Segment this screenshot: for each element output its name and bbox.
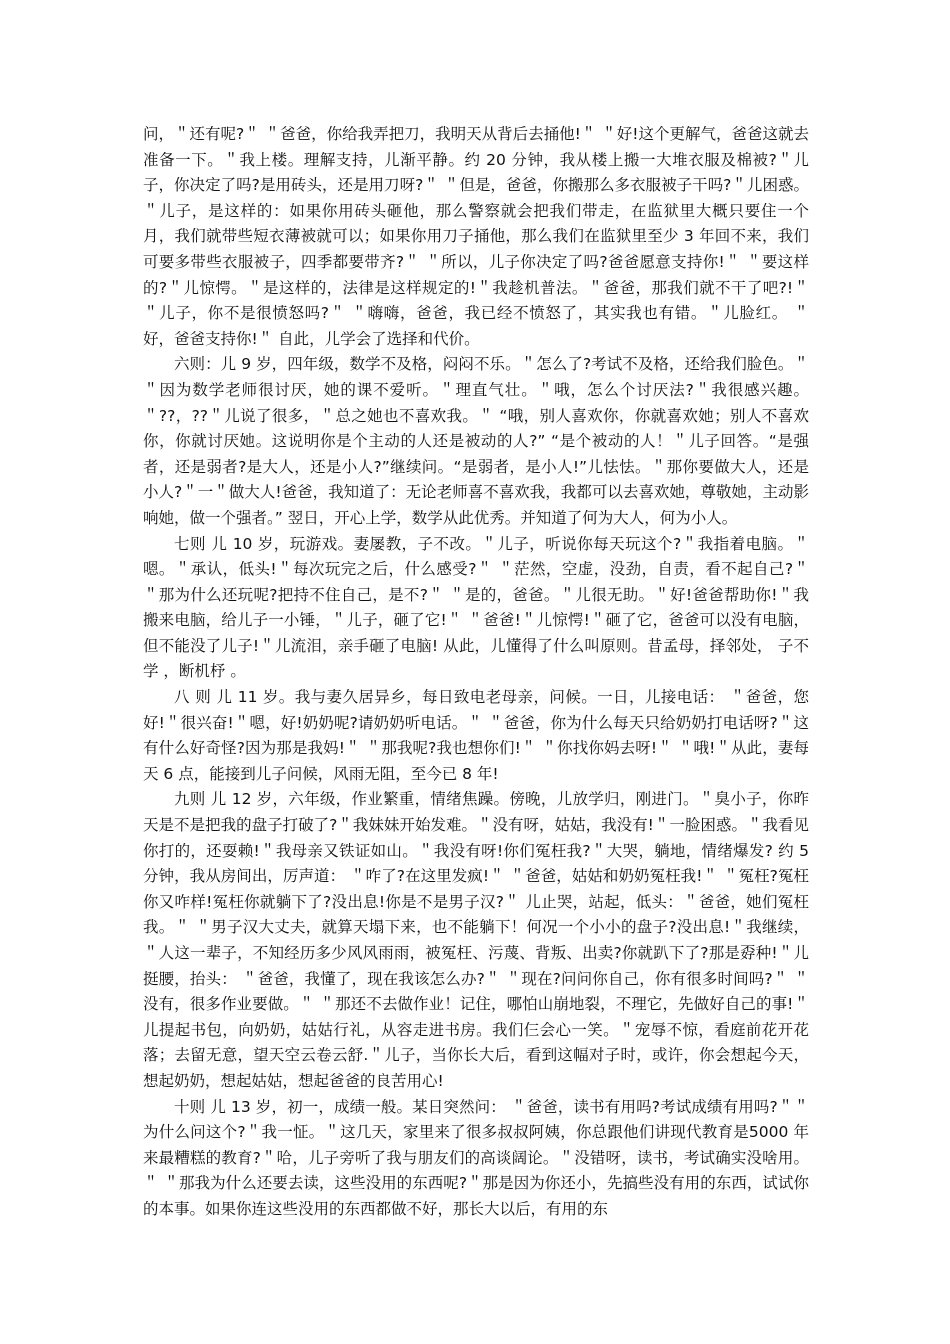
paragraph-continuation: 问，＂还有呢?＂ ＂爸爸，你给我弄把刀，我明天从背后去捅他!＂ ＂好!这个更解气，爸爸这就去准备一下。＂我上楼。理解支持，儿渐平静。约 20 分钟，我从楼上搬一大堆衣服及棉被?＂儿子，你决定了吗?是用砖头，还是用刀呀?＂ ＂但是，爸爸，你搬那么多衣服被子干吗?＂儿困惑。＂儿子，是这样的：如果你用砖头砸他，那么警察就会把我们带走，在监狱里大概只要住一个月，我们就带些短衣薄被就可以；如果你用刀子捅他，那么我们在监狱里至少 3 年回不来，我们可要多带些衣服被子，四季都要带齐?＂ ＂所以，儿子你决定了吗?爸爸愿意支持你!＂ ＂要这样的?＂儿惊愕。＂是这样的，法律是这样规定的!＂我趁机普法。＂爸爸，那我们就不干了吧?!＂ ＂儿子，你不是很愤怒吗?＂ ＂嗨嗨，爸爸，我已经不愤怒了，其实我也有错。＂儿脸红。 ＂好，爸爸支持你!＂ 自此，儿学会了选择和代价。	[143, 125, 810, 348]
paragraph-story-9: 九则 儿 12 岁，六年级，作业繁重，情绪焦躁。傍晚，儿放学归，刚进门。＂臭小子，你昨天是不是把我的盘子打破了?＂我妹妹开始发难。＂没有呀，姑姑，我没有!＂一脸困惑。＂我看见你打的，还耍赖!＂我母亲又铁证如山。＂我没有呀!你们冤枉我?＂大哭，躺地，情绪爆发? 约 5 分钟，我从房间出，厉声道： ＂咋了?在这里发疯!＂ ＂爸爸，姑姑和奶奶冤枉我!＂ ＂冤枉?冤枉你又咋样!冤枉你就躺下了?没出息!你是不是男子汉?＂ 儿止哭，站起，低头：＂爸爸，她们冤枉我。＂ ＂男子汉大丈夫，就算天塌下来，也不能躺下！何况一个小小的盘子?没出息!＂我继续，＂人这一辈子，不知经历多少风风雨雨，被冤枉、污蔑、背叛、出卖?你就趴下了?那是孬种!＂儿挺腰，抬头： ＂爸爸，我懂了，现在我该怎么办?＂ ＂现在?问问你自己，你有很多时间吗?＂ ＂没有，很多作业要做。＂ ＂那还不去做作业！记住，哪怕山崩地裂，不理它，先做好自己的事!＂儿提起书包，向奶奶，姑姑行礼，从容走进书房。我们仨会心一笑。＂宠辱不惊，看庭前花开花落；去留无意，望天空云卷云舒.＂儿子，当你长大后，看到这幅对子时，或许，你会想起今天，想起奶奶，想起姑姑，想起爸爸的良苦用心!	[143, 790, 809, 1090]
paragraph-story-8: 八 则 儿 11 岁。我与妻久居异乡，每日致电老母亲，问候。一日，儿接电话： ＂爸爸，您好!＂很兴奋!＂嗯，好!奶奶呢?请奶奶听电话。＂ ＂爸爸，你为什么每天只给奶奶打电话呀?＂这有什么好奇怪?因为那是我妈!＂ ＂那我呢?我也想你们!＂ ＂你找你妈去呀!＂ ＂哦!＂从此，妻每天 6 点，能接到儿子问候，风雨无阻，至今已 8 年!	[143, 688, 809, 783]
paragraph-story-10: 十则 儿 13 岁，初一，成绩一般。某日突然问： ＂爸爸，读书有用吗?考试成绩有用吗?＂＂为什么问这个?＂我一怔。＂这几天，家里来了很多叔叔阿姨，你总跟他们讲现代教育是5000 年来最糟糕的教育?＂哈，儿子旁听了我与朋友们的高谈阔论。＂没错呀，读书，考试确实没啥用。＂ ＂那我为什么还要去读，这些没用的东西呢?＂那是因为你还小，先搞些没有用的东西，试试你的本事。如果你连这些没用的东西都做不好，那长大以后，有用的东	[143, 1097, 809, 1218]
document-body	[143, 122, 809, 1223]
paragraph-story-6: 六则：儿 9 岁，四年级，数学不及格，闷闷不乐。＂怎么了?考试不及格，还给我们脸色。＂ ＂因为数学老师很讨厌，她的课不爱听。＂理直气壮。＂哦，怎么个讨厌法?＂我很感兴趣。＂??，??＂儿说了很多，＂总之她也不喜欢我。＂ “哦，别人喜欢你，你就喜欢她；别人不喜欢你，你就讨厌她。这说明你是个主动的人还是被动的人?” “是个被动的人！＂儿子回答。“是强者，还是弱者?是大人，还是小人?”继续问。“是弱者，是小人!”儿怯怯。＂那你要做大人，还是小人?＂一＂做大人!爸爸，我知道了：无论老师喜不喜欢我，我都可以去喜欢她，尊敬她，主动影响她，做一个强者。” 翌日，开心上学，数学从此优秀。并知道了何为大人，何为小人。	[143, 355, 809, 527]
paragraph-story-7: 七则 儿 10 岁，玩游戏。妻屡教，子不改。＂儿子，听说你每天玩这个?＂我指着电脑。＂嗯。＂承认，低头!＂每次玩完之后，什么感受?＂ ＂茫然，空虚，没劲，自责，看不起自己?＂ ＂那为什么还玩呢?把持不住自己，是不?＂ ＂是的，爸爸。＂儿很无助。＂好!爸爸帮助你!＂我搬来电脑，给儿子一小锤，＂儿子，砸了它!＂ ＂爸爸!＂儿惊愕!＂砸了它，爸爸可以没有电脑，但不能没了儿子!＂儿流泪，亲手砸了电脑! 从此，儿懂得了什么叫原则。昔孟母，择邻处， 子不学 ，断机杼 。	[143, 534, 809, 681]
